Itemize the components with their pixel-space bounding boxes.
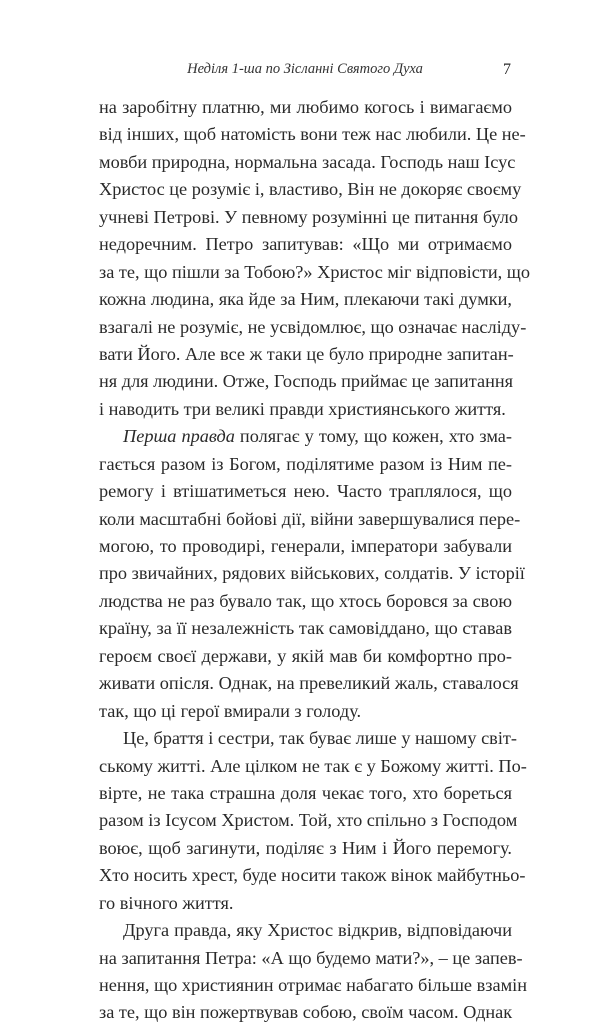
text-line: за те, що пішли за Тобою?» Христос міг відповісти, що (99, 261, 530, 282)
text-line: про звичайних, рядових військових, солдатів. У історії (99, 563, 525, 584)
text-line: Це, браття і сестри, так буває лише у нашому світ- (123, 728, 517, 749)
text-line: разом із Ісусом Христом. Той, хто спільно з Господом (99, 810, 518, 831)
text-line (99, 423, 512, 450)
text-line: на запитання Петра: «А що будемо мати?», – це запев- (99, 947, 523, 968)
text-line: воює, щоб загинути, поділяє з Ним і Його перемогу. (99, 837, 512, 858)
page-number: 7 (503, 61, 511, 78)
text-line: Друга правда, яку Христос відкрив, відповідаючи (123, 920, 512, 941)
text-line: ремогу і втішатиметься нею. Часто траплялося, що (99, 481, 512, 502)
text-line: людства не раз бувало так, що хтось боровся за свою (99, 590, 512, 611)
text-line: ському житті. Але цілком не так є у Божому житті. По- (99, 755, 527, 776)
text-line: кожна людина, яка йде за Ним, плекаючи такі думки, (99, 289, 512, 310)
text-line: і наводить три великі правди християнського життя. (99, 398, 506, 419)
text-line: вати Його. Але все ж таки це було природне запитан- (99, 343, 514, 364)
text-line: на заробітну платню, ми любимо когось і вимагаємо (99, 97, 512, 117)
text-line: взагалі не розуміє, не усвідомлює, що означає насліду- (99, 316, 527, 337)
text-line: від інших, щоб натомість вони теж нас любили. Це не- (99, 124, 526, 145)
text-line: ня для людини. Отже, Господь приймає це запитання (99, 371, 514, 392)
line-text: полягає у тому, що кожен, хто зма- (234, 426, 512, 447)
text-line: живати опісля. Однак, на превеликий жаль, ставалося (99, 673, 519, 694)
text-line: коли масштабні бойові дії, війни завершувалися пере- (99, 508, 521, 529)
text-line: учневі Петрові. У певному розумінні це питання було (99, 206, 519, 227)
text-line: Христос це розуміє і, властиво, Він не докоряє своєму (99, 179, 522, 200)
running-head-title: Неділя 1-ша по Зісланні Святого Духа (187, 61, 423, 77)
text-line: так, що ці герої вмирали з голоду. (99, 700, 362, 721)
text-line: героєм своєї держави, у якій мав би комфортно про- (99, 645, 512, 666)
text-line: могою, то проводирі, генерали, імператори забували (99, 536, 512, 556)
running-head (99, 61, 511, 83)
text-line: мовби природна, нормальна засада. Господь наш Ісус (99, 151, 516, 172)
body-text (99, 94, 530, 1027)
text-line: країну, за її незалежність так самовіддано, що ставав (99, 618, 512, 639)
text-line: нення, що християнин отримає набагато більше взамін (99, 975, 528, 995)
text-line: недоречним. Петро запитував: «Що ми отримаємо (99, 234, 512, 255)
italic-lead: Перша правда (123, 426, 235, 447)
text-line: за те, що він пожертвував собою, своїм часом. Однак (99, 1002, 513, 1023)
text-line: гається разом із Богом, поділятиме разом із Ним пе- (99, 453, 512, 474)
text-line: Хто носить хрест, буде носити також вінок майбутньо- (99, 865, 526, 886)
text-line: вірте, не така страшна доля чекає того, хто бореться (99, 782, 512, 803)
text-line: го вічного життя. (99, 892, 234, 913)
